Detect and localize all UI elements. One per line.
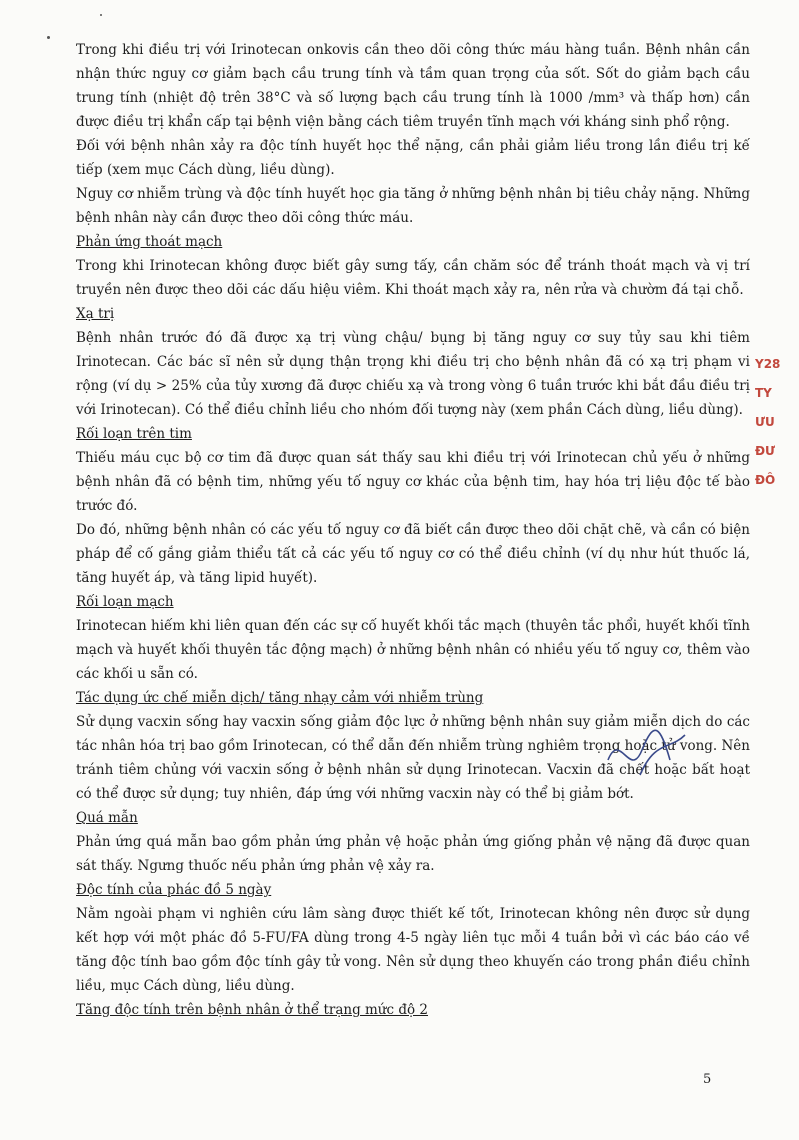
paragraph: Do đó, những bệnh nhân có các yếu tố nguy cơ đã biết cần được theo dõi chặt chẽ, và cần có biện pháp để cố gắng giảm thiểu tất cả các yếu tố nguy cơ có thể điều chỉnh (ví dụ như hút thuốc lá, tăng huyết áp, và tăng lipid huyết).: [76, 522, 750, 586]
paragraph: Trong khi Irinotecan không được biết gây sưng tấy, cần chăm sóc để tránh thoát mạch và vị trí truyền nên được theo dõi các dấu hiệu viêm. Khi thoát mạch xảy ra, nên rửa và chườm đá tại chỗ.: [76, 258, 750, 298]
stamp-text: ĐÔ: [755, 473, 776, 487]
red-stamp-fragment: [755, 350, 791, 490]
scan-speck: [47, 36, 50, 39]
paragraph: Trong khi điều trị với Irinotecan onkovis cần theo dõi công thức máu hàng tuần. Bệnh nhân cần nhận thức nguy cơ giảm bạch cầu trung tính và tầm quan trọng của sốt. Sốt do giảm bạch cầu trung tính (nhiệt độ trên 38°C và số lượng bạch cầu trung tính là 1000 /mm³ và thấp hơn) cần được điều trị khẩn cấp tại bệnh viện bằng cách tiêm truyền tĩnh mạch với kháng sinh phổ rộng.: [76, 42, 750, 130]
paragraph: Phản ứng quá mẫn bao gồm phản ứng phản vệ hoặc phản ứng giống phản vệ nặng đã được quan sát thấy. Ngưng thuốc nếu phản ứng phản vệ xảy ra.: [76, 834, 750, 874]
page-number: 5: [703, 1072, 712, 1087]
document-body: [76, 38, 750, 1022]
paragraph: Đối với bệnh nhân xảy ra độc tính huyết học thể nặng, cần phải giảm liều trong lần điều trị kế tiếp (xem mục Cách dùng, liều dùng).: [76, 138, 750, 178]
stamp-text: Y28: [755, 357, 781, 371]
stamp-text: TY: [755, 386, 772, 400]
paragraph: Irinotecan hiếm khi liên quan đến các sự cố huyết khối tắc mạch (thuyên tắc phổi, huyết khối tĩnh mạch và huyết khối thuyên tắc động mạch) ở những bệnh nhân có nhiều yếu tố nguy cơ, thêm vào các khối u sẵn có.: [76, 618, 750, 682]
section-heading: Quá mẫn: [76, 810, 138, 826]
section-heading: Tác dụng ức chế miễn dịch/ tăng nhạy cảm với nhiễm trùng: [76, 690, 484, 706]
section-heading: Rối loạn mạch: [76, 594, 174, 610]
section-heading: Phản ứng thoát mạch: [76, 234, 223, 250]
scan-speck: [100, 14, 102, 16]
paragraph: Sử dụng vacxin sống hay vacxin sống giảm độc lực ở những bệnh nhân suy giảm miễn dịch do các tác nhân hóa trị bao gồm Irinotecan, có thể dẫn đến nhiễm trùng nghiêm trọng hoặc tử vong. Nên tránh tiêm chủng với vacxin sống ở bệnh nhân sử dụng Irinotecan. Vacxin đã chết hoặc bất hoạt có thể được sử dụng; tuy nhiên, đáp ứng với những vacxin này có thể bị giảm bớt.: [76, 714, 750, 802]
section-heading: Tăng độc tính trên bệnh nhân ở thể trạng mức độ 2: [76, 1002, 429, 1018]
stamp-text: ƯU: [755, 415, 775, 429]
signature-mark: [600, 720, 690, 790]
paragraph: Nguy cơ nhiễm trùng và độc tính huyết học gia tăng ở những bệnh nhân bị tiêu chảy nặng. Những bệnh nhân này cần được theo dõi công thức máu.: [76, 186, 750, 226]
section-heading: Xạ trị: [76, 306, 115, 322]
section-heading: Độc tính của phác đồ 5 ngày: [76, 882, 272, 898]
paragraph: Nằm ngoài phạm vi nghiên cứu lâm sàng được thiết kế tốt, Irinotecan không nên được sử dụng kết hợp với một phác đồ 5-FU/FA dùng trong 4-5 ngày liên tục mỗi 4 tuần bởi vì các báo cáo về tăng độc tính bao gồm độc tính gây tử vong. Nên sử dụng theo khuyến cáo trong phần điều chỉnh liều, mục Cách dùng, liều dùng.: [76, 906, 750, 994]
stamp-text: ĐƯ: [755, 444, 776, 458]
section-heading: Rối loạn trên tim: [76, 426, 192, 442]
paragraph: Thiếu máu cục bộ cơ tim đã được quan sát thấy sau khi điều trị với Irinotecan chủ yếu ở những bệnh nhân đã có bệnh tim, những yếu tố nguy cơ khác của bệnh tim, hay hóa trị liệu độc tế bào trước đó.: [76, 450, 750, 514]
paragraph: Bệnh nhân trước đó đã được xạ trị vùng chậu/ bụng bị tăng nguy cơ suy tủy sau khi tiêm Irinotecan. Các bác sĩ nên sử dụng thận trọng khi điều trị cho bệnh nhân đã có xạ trị phạm vi rộng (ví dụ > 25% của tủy xương đã được chiếu xạ và trong vòng 6 tuần trước khi bắt đầu điều trị với Irinotecan). Có thể điều chỉnh liều cho nhóm đối tượng này (xem phần Cách dùng, liều dùng).: [76, 330, 750, 418]
